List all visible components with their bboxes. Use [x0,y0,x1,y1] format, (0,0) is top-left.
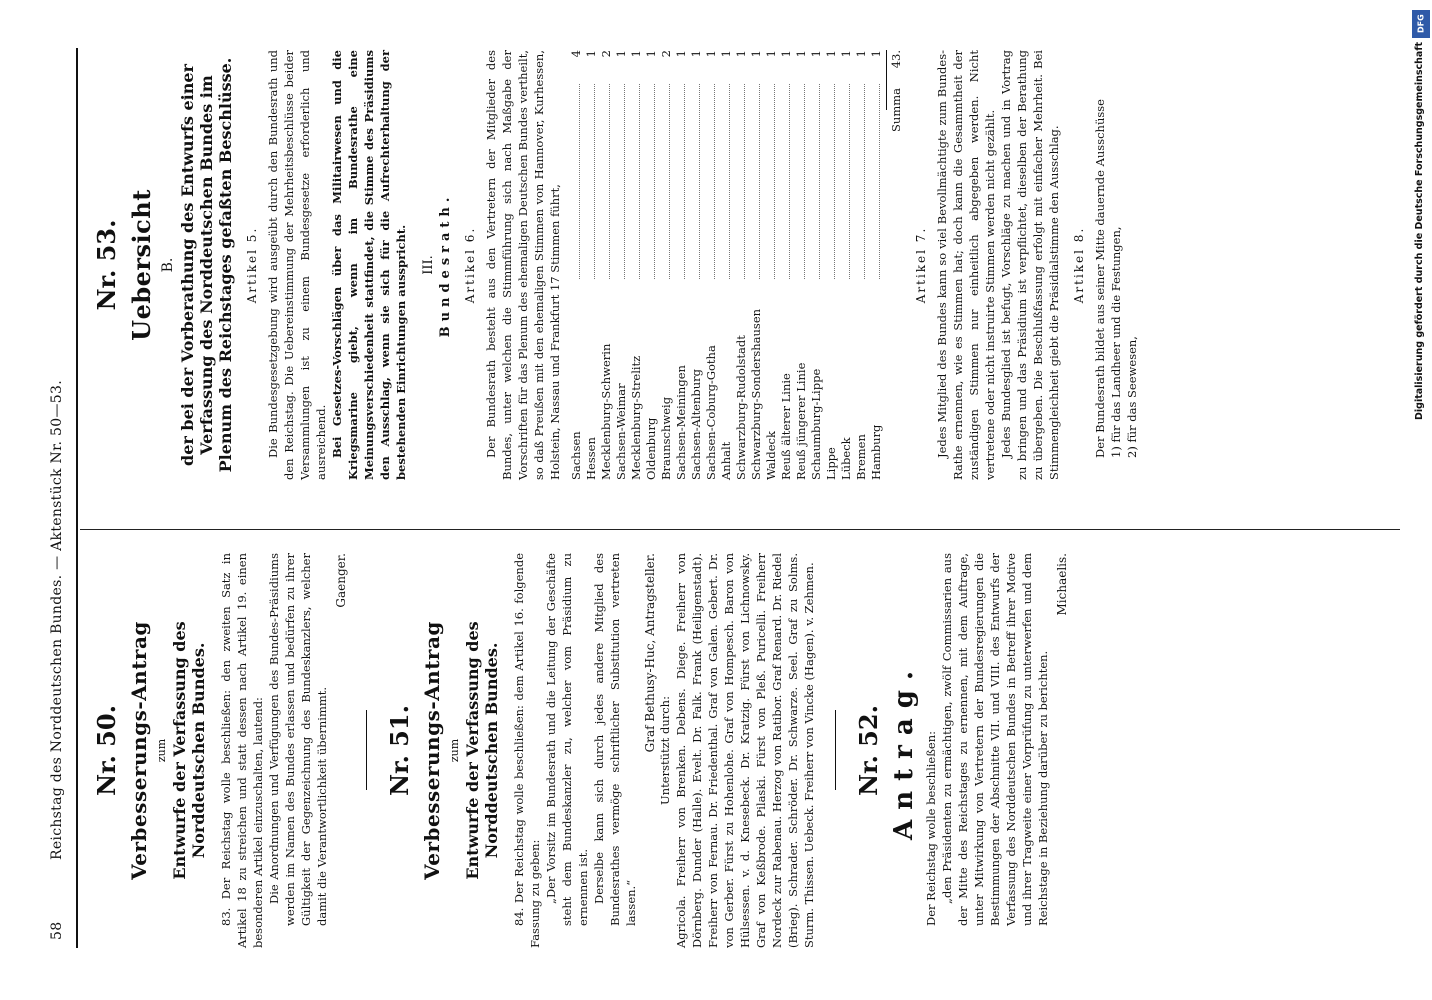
sum-value: 43. [889,50,903,69]
state-name: Hessen [584,437,598,480]
document-50 [92,553,367,948]
votes-row [674,50,689,480]
leader-dots [839,84,850,279]
votes-row [599,50,614,480]
leader-dots [584,84,595,279]
state-name: Sachsen [569,431,583,480]
signature: Michaelis. [1055,553,1069,616]
vote-count: 1 [644,50,658,58]
votes-row [764,50,779,480]
leader-dots [764,84,775,279]
vote-count: 1 [629,50,643,58]
article-paragraph: Jedes Mitglied des Bundes kann so viel Bevollmächtigte zum Bundes-Rathe ernennen, wie es Stimmen hat; doch kann die Gesammtheit der zuständigen Stimmen nur einheitlich abgegeben werden. Nicht vertretene oder nicht instruirte Stimmen werden nicht gezählt. [935,50,997,480]
votes-row [644,50,659,480]
state-name: Anhalt [719,441,733,480]
votes-row [719,50,734,480]
dfg-credit: Digitalisierung gefördert durch die Deutsche Forschungsgemeinschaft [1414,42,1425,420]
article-paragraph: Jedes Bundesglied ist befugt, Vorschläge zu machen und in Vortrag zu bringen und das Präsidium ist verpflichtet, dieselben der Berathung zu übergeben. Die Beschlußfassung erfolgt mit einfacher Mehrheit. Bei Stimmengleichheit giebt die Präsidialstimme den Ausschlag. [999,50,1061,480]
vote-count: 1 [584,50,598,58]
article-paragraph: Der Bundesrath bildet aus seiner Mitte dauernde Ausschüsse [1093,99,1107,458]
section-title: Bundesrath. [438,192,453,338]
leader-dots [674,84,685,279]
motion-paragraph: Der Reichstag wolle beschließen: [924,731,938,926]
vote-count: 2 [599,50,613,58]
state-name: Schwarzburg-Sondershausen [749,308,763,480]
supporters-list: Agricola. Freiherr von Brenken. Debens. Diege. Freiherr von Dörnberg. Dunder (Halle). Evelt. Dr. Falk. Frank (Heiligenstadt). Freiherr von Fernau. Dr. Friedenthal. Graf von Galen. Gebert. Dr. von Gerber. Fürst zu Hohenlohe. Graf von Hompesch. Baron von Hülsessen. v. d. Knesebeck. Dr. Kratzig. Fürst von Lichnowsky. Graf von Keßbrode. Pilaski. Fürst von Pleß. Puricelli. Freiherr Nordeck zur Rabenau. Herzog von Ratibor. Graf Renard. Dr. Riedel (Brieg). Schrader. Schröder. Dr. Schwarze. Seel. Graf zu Solms. Sturm. Thissen. Uebeck. Freiherr von Vincke (Hagen). v. Zehmen. [674,553,816,948]
votes-sum-row [889,50,904,480]
article-heading: Artikel 7. [914,226,928,304]
leader-dots [704,84,715,279]
document-number: Nr. 50. [92,705,121,796]
document-title: Verbesserungs-Antrag [127,621,151,880]
article-heading: Artikel 5. [245,226,259,304]
leader-dots [689,84,700,279]
vote-count: 1 [764,50,778,58]
leader-dots [614,84,625,279]
state-name: Lübeck [839,437,853,480]
article-list-item: 1) für das Landheer und die Festungen, [1109,226,1123,458]
state-name: Sachsen-Coburg-Gotha [704,345,718,480]
votes-row [869,50,884,480]
document-title: Verbesserungs-Antrag [420,621,444,880]
votes-row [629,50,644,480]
state-name: Braunschweig [659,396,673,480]
votes-row [839,50,854,480]
running-title: Reichstag des Norddeutschen Bundes. — Aktenstück Nr. 50—53. [49,380,65,860]
votes-row [704,50,719,480]
document-51 [385,553,836,948]
leader-dots [809,84,820,279]
state-name: Sachsen-Weimar [614,383,628,480]
votes-row [584,50,599,480]
leader-dots [794,84,805,279]
vote-count: 1 [794,50,808,58]
vote-count: 1 [674,50,688,58]
motion-paragraph: 84. Der Reichstag wolle beschließen: dem Artikel 16. folgende Fassung zu geben: [512,553,542,948]
document-number: Nr. 53. [92,219,121,311]
leader-dots [869,84,880,279]
document-52 [854,553,1069,948]
leader-dots [599,84,610,279]
document-title: Uebersicht [127,189,156,341]
leader-dots [629,84,640,279]
motion-text: Die Anordnungen und Verfügungen des Bundes-Präsidiums werden im Namen des Bundes erlassen und bedürfen zu ihrer Gültigkeit der Gegenzeichnung des Bundeskanzlers, welcher damit die Verantwortlichkeit übernimmt. [267,553,329,926]
leader-dots [779,84,790,279]
vote-count: 1 [854,50,868,58]
leader-dots [659,84,670,279]
document-zum: zum [155,738,168,763]
state-name: Waldeck [764,431,778,480]
votes-row [689,50,704,480]
document-subtitle: Entwurfe der Verfassung des Norddeutschen Bundes. [170,621,208,880]
vote-count: 1 [704,50,718,58]
support-label: Unterstützt durch: [658,696,672,805]
section-rule [835,711,836,791]
leader-dots [854,84,865,279]
vote-count: 2 [659,50,673,58]
article-paragraph: Der Bundesrath besteht aus den Vertretern der Mitglieder des Bundes, unter welchen die Stimmführung sich nach Maßgabe der Vorschriften für das Plenum des ehemaligen Deutschen Bundes vertheilt, so daß Preußen mit den ehemaligen Stimmen von Hannover, Kurhessen, Holstein, Nassau und Frankfurt 17 Stimmen führt, [484,50,562,480]
votes-table [569,50,904,480]
vote-count: 1 [824,50,838,58]
article-paragraph-bold: Bei Gesetzes-Vorschlägen über das Militairwesen und die Kriegsmarine giebt, wenn im Bundesrathe eine Meinungsverschiedenheit stattfindet, die Stimme des Präsidiums den Ausschlag, wenn sie sich für die Aufrechterhaltung der bestehenden Einrichtungen ausspricht. [330,50,408,480]
vote-count: 1 [749,50,763,58]
votes-rows [569,50,884,480]
section-rule [366,711,367,791]
vote-count: 1 [689,50,703,58]
sum-label: Summa [889,88,903,132]
dfg-watermark [1410,10,1432,430]
votes-row [824,50,839,480]
dfg-logo: DFG [1412,10,1430,38]
leader-dots [569,84,580,279]
state-name: Mecklenburg-Strelitz [629,355,643,480]
state-name: Bremen [854,434,868,480]
left-column [92,553,1069,948]
state-name: Sachsen-Altenburg [689,368,703,480]
state-name: Schwarzburg-Rudolstadt [734,335,748,480]
votes-row [614,50,629,480]
vote-count: 1 [839,50,853,58]
motion-text: „den Präsidenten zu ermächtigen, zwölf Commissarien aus der Mitte des Reichstages zu ernennen, mit dem Auftrage, unter Mitwirkung von Vertretern der Bundesregierungen die Bestimmungen der Abschnitte VII. und VIII. des Entwurfs der Verfassung des Norddeutschen Bundes in Betreff ihrer Motive und ihrer Tragweite einer Vorprüfung zu unterwerfen und dem Reichstage in Beziehung darüber zu berichten. [940,553,1050,926]
state-name: Sachsen-Meiningen [674,365,688,480]
document-zum: zum [448,738,461,763]
right-column [92,50,1140,480]
leader-dots [734,84,745,279]
state-name: Lippe [824,447,838,480]
leader-dots [719,84,730,279]
state-name: Mecklenburg-Schwerin [599,343,613,480]
state-name: Reuß jüngerer Linie [794,362,808,480]
motion-text: „Der Vorsitz im Bundesrath und die Leitung der Geschäfte steht dem Bundeskanzler zu, welcher vom Präsidium zu ernennen ist. [544,553,590,926]
document-number: Nr. 52. [854,705,883,796]
votes-row [794,50,809,480]
motion-paragraph: 83. Der Reichstag wolle beschließen: den zweiten Satz in Artikel 18 zu streichen und statt dessen nach Artikel 19. einen besonderen Artikel einzuschalten, lautend: [219,553,265,948]
state-name: Oldenburg [644,417,658,480]
state-name: Schaumburg-Lippe [809,368,823,480]
page-header [46,60,72,940]
sum-rule [886,50,887,110]
votes-row [854,50,869,480]
votes-row [569,50,584,480]
article-paragraph: Die Bundesgesetzgebung wird ausgeübt durch den Bundesrath und den Reichstag. Die Uebereinstimmung der Mehrheitsbeschlüsse beider Versammlungen ist zu einem Bundesgesetze erforderlich und ausreichend. [266,50,328,480]
vote-count: 1 [809,50,823,58]
votes-row [749,50,764,480]
leader-dots [644,84,655,279]
votes-row [734,50,749,480]
vote-count: 1 [869,50,883,58]
section-number: III. [421,255,436,275]
page-number: 58 [49,921,65,940]
vote-count: 1 [719,50,733,58]
mover: Graf Bethusy-Huc, Antragsteller. [643,553,657,753]
document-number: Nr. 51. [385,705,414,796]
state-name: Hamburg [869,424,883,480]
article-8-items [1108,50,1140,480]
header-rule [76,48,78,948]
votes-row [779,50,794,480]
motion-text: Derselbe kann sich durch jedes andere Mitglied des Bundesrathes vermöge schriftlicher Substitution vertreten lassen.“ [592,553,638,926]
article-list-item: 2) für das Seewesen, [1125,336,1139,458]
document-subtitle: Entwurfe der Verfassung des Norddeutschen Bundes. [463,621,501,880]
column-divider [80,529,1400,530]
votes-row [809,50,824,480]
document-letter: B. [160,257,176,273]
article-heading: Artikel 8. [1072,226,1086,304]
document-subtitle: der bei der Vorberathung des Entwurfs einer Verfassung des Norddeutschen Bundes im Plenum des Reichstages gefaßten Beschlüsse. [178,57,235,473]
votes-row [659,50,674,480]
vote-count: 1 [734,50,748,58]
leader-dots [749,84,760,279]
leader-dots [824,84,835,279]
signature: Gaenger. [334,553,348,608]
vote-count: 1 [614,50,628,58]
article-heading: Artikel 6. [463,226,477,304]
vote-count: 1 [779,50,793,58]
state-name: Reuß älterer Linie [779,373,793,480]
document-title: Antrag. [889,661,919,840]
vote-count: 4 [569,50,583,58]
